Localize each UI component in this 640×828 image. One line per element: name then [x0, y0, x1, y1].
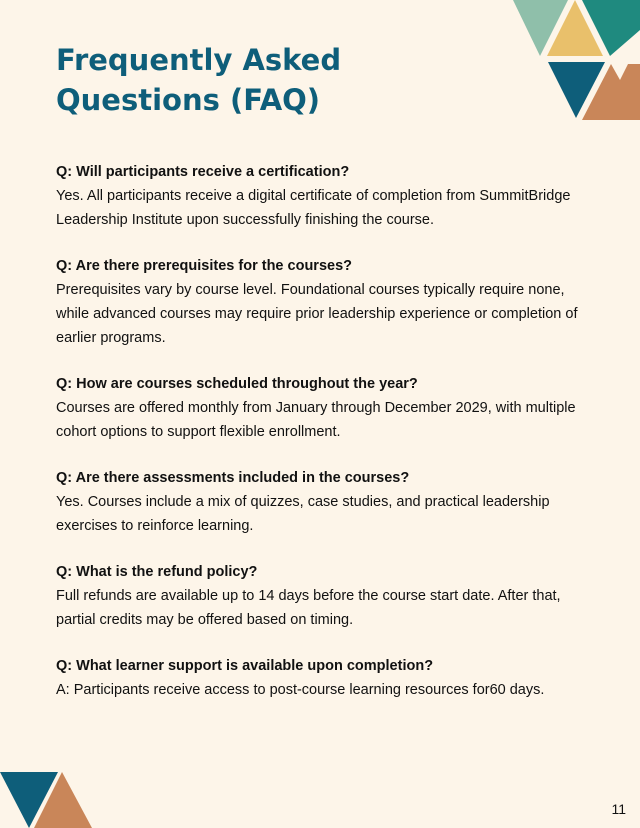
- faq-answer: Yes. All participants receive a digital certificate of completion from SummitBridge Leadership Institute upon successfully finishing the course.: [56, 188, 571, 228]
- title-line-1: Frequently Asked: [56, 43, 342, 77]
- triangle-decoration-top: [510, 0, 640, 120]
- faq-answer: A: Participants receive access to post-course learning resources for60 days.: [56, 682, 545, 698]
- faq-question: Q: What learner support is available upon completion?: [56, 658, 434, 674]
- faq-question: Q: Are there prerequisites for the courses?: [56, 258, 352, 274]
- faq-answer: Full refunds are available up to 14 days before the course start date. After that, partial credits may be offered based on timing.: [56, 588, 561, 628]
- faq-item: [56, 254, 596, 350]
- faq-item: [56, 560, 596, 632]
- faq-item: [56, 466, 596, 538]
- page-title: [56, 40, 416, 120]
- page-number: 11: [611, 801, 626, 817]
- faq-answer: Yes. Courses include a mix of quizzes, case studies, and practical leadership exercises to reinforce learning.: [56, 494, 550, 534]
- faq-question: Q: Will participants receive a certification?: [56, 164, 350, 180]
- title-line-2: Questions (FAQ): [56, 83, 321, 117]
- faq-answer: Courses are offered monthly from January through December 2029, with multiple cohort options to support flexible enrollment.: [56, 400, 576, 440]
- faq-answer: Prerequisites vary by course level. Foundational courses typically require none, while advanced courses may require prior leadership experience or completion of earlier programs.: [56, 282, 578, 346]
- faq-item: [56, 654, 596, 702]
- faq-list: [56, 160, 596, 724]
- faq-question: Q: How are courses scheduled throughout the year?: [56, 376, 418, 392]
- faq-question: Q: Are there assessments included in the courses?: [56, 470, 410, 486]
- faq-item: [56, 372, 596, 444]
- triangle-decoration-bottom: [0, 770, 95, 828]
- faq-question: Q: What is the refund policy?: [56, 564, 258, 580]
- faq-item: [56, 160, 596, 232]
